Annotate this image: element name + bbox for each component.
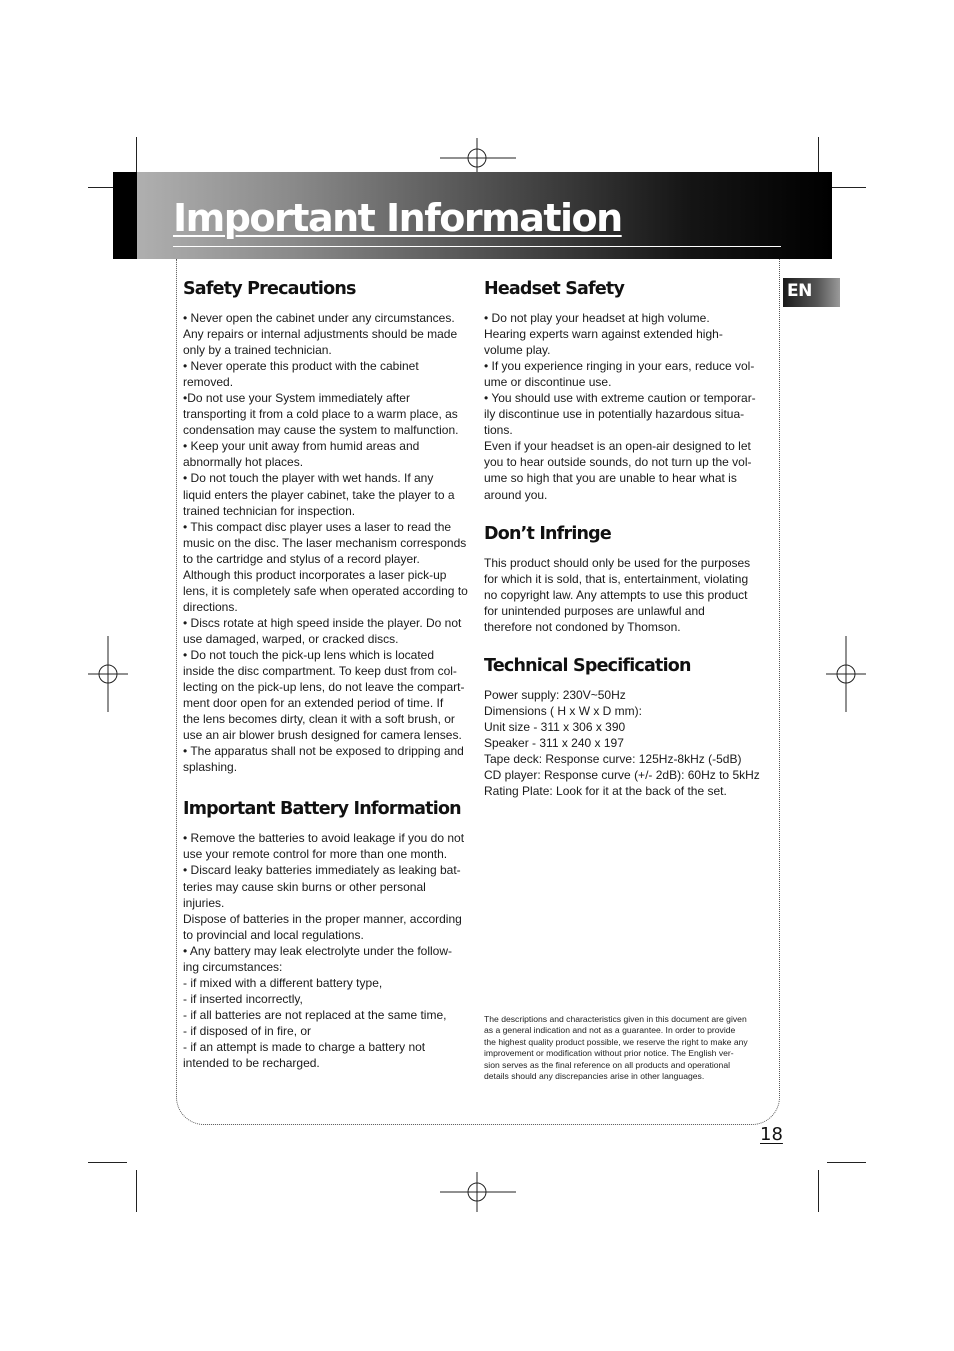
dont-infringe-body: This product should only be used for the purposes for which it is sold, that is, entertainment, violating no copyright law. Any attempts to use this product for unintended purposes are unlawful and therefore not condoned by Thomson. bbox=[484, 555, 751, 634]
title-rule bbox=[173, 246, 781, 247]
dont-infringe-heading: Don’t Infringe bbox=[484, 523, 611, 544]
battery-information-heading: Important Battery Information bbox=[183, 799, 461, 820]
language-tab bbox=[783, 278, 840, 307]
technical-specification-body: Power supply: 230V~50Hz Dimensions ( H x W x D mm): Unit size - 311 x 306 x 390 Speaker - 311 x 240 x 197 Tape deck: Response curve: 125Hz-8kHz (-5dB) CD player: Response curve (+/- 2dB): 60Hz to 5kHz Rating Plate: Look for it at the back of the set. bbox=[484, 687, 760, 799]
page-number: 18 bbox=[760, 1124, 783, 1145]
left-column bbox=[183, 277, 468, 1091]
registration-mark-icon bbox=[88, 636, 128, 712]
safety-precautions-section bbox=[183, 277, 468, 775]
technical-specification-heading: Technical Specification bbox=[484, 655, 691, 676]
page-title: Important Information bbox=[173, 196, 622, 240]
registration-mark-icon bbox=[826, 636, 866, 712]
dont-infringe-section bbox=[484, 522, 769, 635]
crop-mark bbox=[827, 1162, 866, 1163]
battery-information-body: • Remove the batteries to avoid leakage if you do not use your remote control for more than one month. • Discard leaky batteries immediately as leaking bat- teries may cause skin burns or other personal injuries. Dispose of batteries in the proper manner, according to provincial and local regulations. • Any battery may leak electrolyte under the follow- ing circumstances: - if mixed with a different battery type, - if inserted incorrectly, - if all batteries are not replaced at the same time, - if disposed of in fire, or - if an attempt is made to charge a battery not intended to be recharged. bbox=[183, 831, 465, 1071]
headset-safety-body: • Do not play your headset at high volume. Hearing experts warn against extended high- volume play. • If you experience ringing in your ears, reduce vol- ume or discontinue use. • You should use with extreme caution or temporar- ily discontinue use in potentially hazardous situa- tions. Even if your headset is an open-air designed to let you to hear outside sounds, do not turn up the vol- ume so high that you are unable to hear what is around you. bbox=[484, 311, 756, 502]
crop-mark bbox=[818, 1170, 819, 1212]
registration-mark-icon bbox=[440, 1172, 516, 1212]
safety-precautions-body: • Never open the cabinet under any circumstances. Any repairs or internal adjustments should be made only by a trained technician. • Never operate this product with the cabinet removed. •Do not use your System immediately after transporting it from a cold place to a warm place, as condensation may cause the system to malfunction. • Keep your unit away from humid areas and abnormally hot places. • Do not touch the player with wet hands. If any liquid enters the player cabinet, take the player to a trained technician for inspection. • This compact disc player uses a laser to read the music on the disc. The laser mechanism corresponds to the cartridge and stylus of a record player. Although this product incorporates a laser pick-up lens, it is completely safe when operated according to directions. • Discs rotate at high speed inside the player. Do not use damaged, warped, or cracked discs. • Do not touch the pick-up lens which is located inside the disc compartment. To keep dust from col- lecting on the pick-up lens, do not leave the compart- ment door open for an extended period of time. If the lens becomes dirty, clean it with a soft brush, or use an air blower brush designed for camera lenses. • The apparatus shall not be exposed to dripping and splashing. bbox=[183, 311, 468, 775]
headset-safety-section bbox=[484, 277, 769, 503]
right-column bbox=[484, 277, 769, 819]
safety-precautions-heading: Safety Precautions bbox=[183, 279, 356, 299]
disclaimer-text: The descriptions and characteristics given in this document are given as a general indication and not as a guarantee. In order to provide the highest quality product possible, we reserve the right to make any improvement or modification without prior notice. The English ver- sion serves as the final reference on all products and operational details should any discrepancies arise in other languages. bbox=[484, 1014, 748, 1082]
language-tab-label: EN bbox=[787, 281, 812, 301]
headset-safety-heading: Headset Safety bbox=[484, 279, 625, 299]
battery-information-section bbox=[183, 797, 468, 1071]
crop-mark bbox=[136, 1170, 137, 1212]
header-banner-edge bbox=[113, 172, 137, 259]
technical-specification-section bbox=[484, 654, 769, 799]
crop-mark bbox=[88, 1162, 127, 1163]
